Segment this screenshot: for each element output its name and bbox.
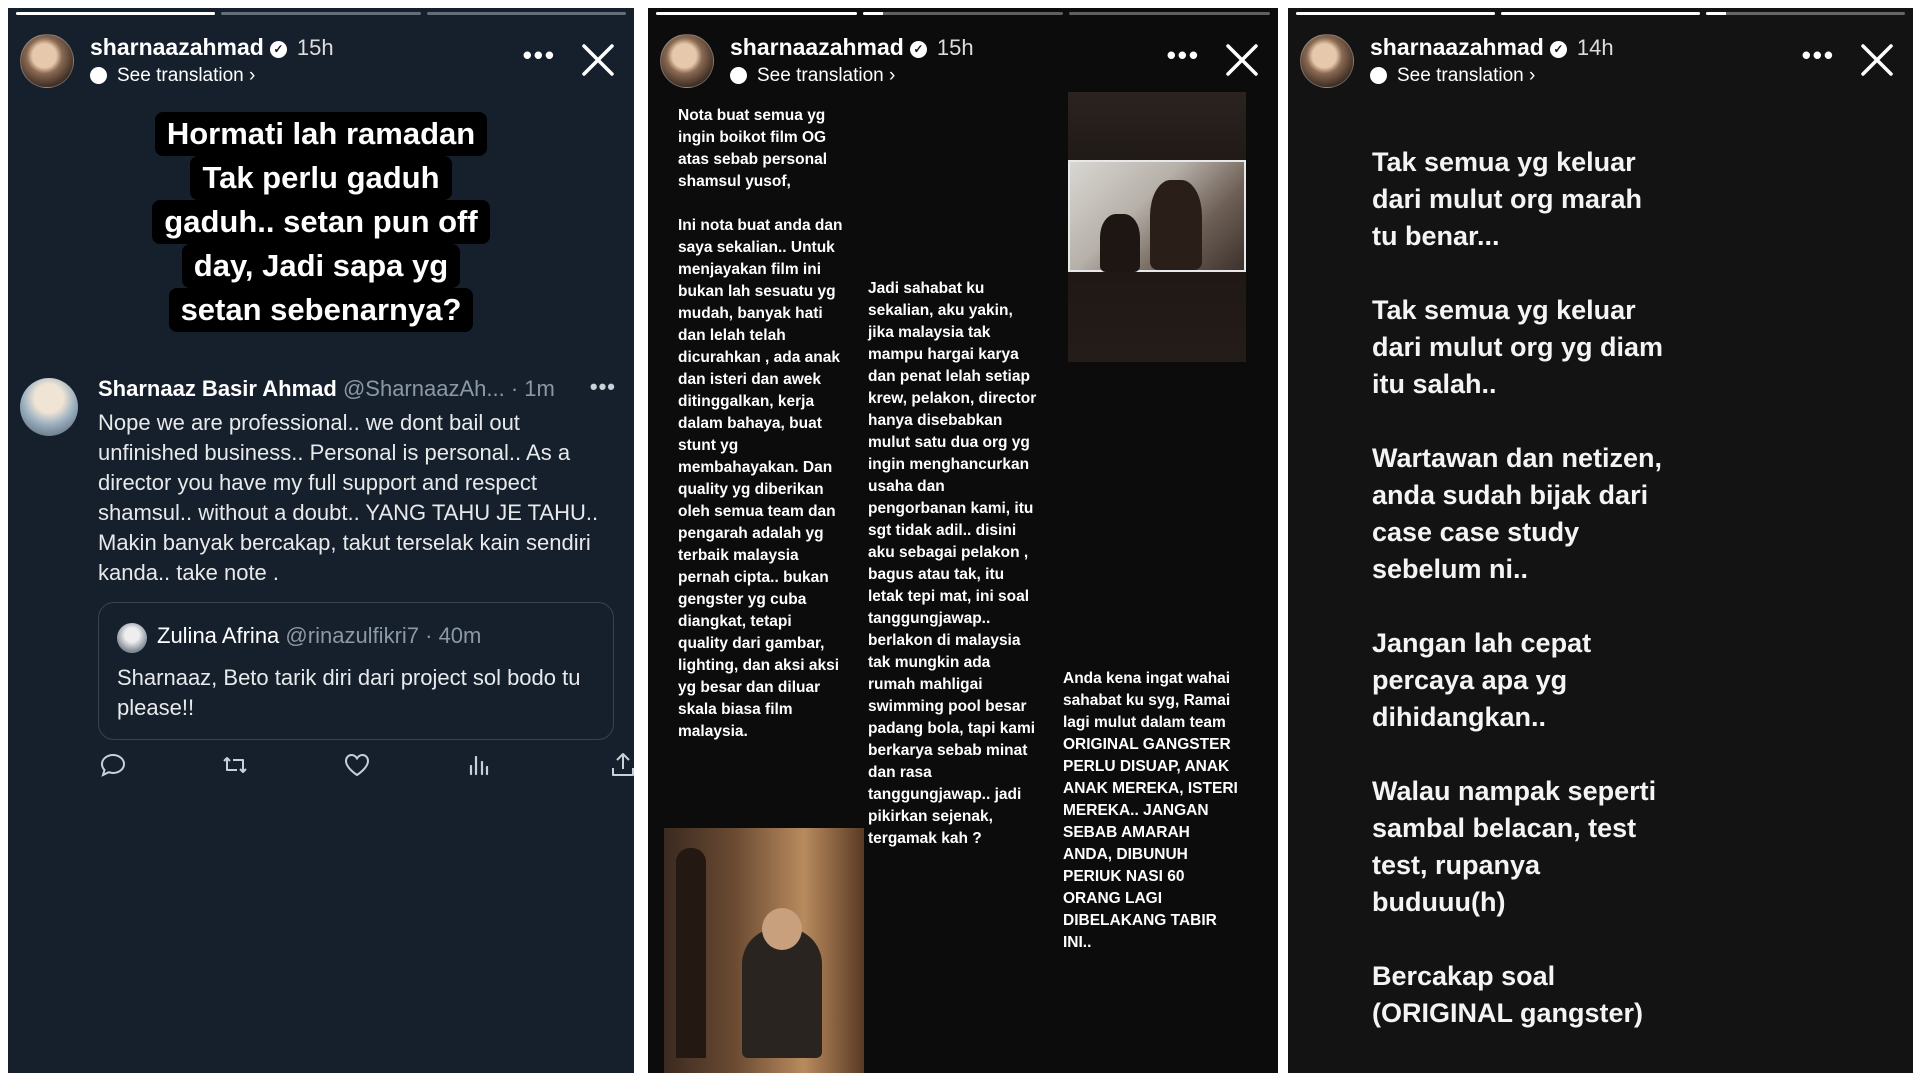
text-line: test, rupanya: [1372, 850, 1541, 880]
text-line: saya sekalian.. Untuk: [678, 239, 835, 256]
see-translation-label: See translation: [1397, 65, 1524, 86]
story-username-row[interactable]: [730, 34, 974, 61]
text-line: sebelum ni..: [1372, 554, 1529, 584]
text-line: itu salah..: [1372, 369, 1497, 399]
quoted-tweet-author-name: Zulina Afrina: [157, 623, 280, 648]
film-still-photo: [664, 828, 864, 1073]
headline-line: gaduh.. setan pun off: [152, 200, 489, 244]
text-line: percaya apa yg: [1372, 665, 1568, 695]
story-paragraph: [1372, 144, 1892, 255]
story-text-column-2: [868, 278, 1052, 850]
story-progress-segment: [16, 12, 215, 15]
text-line: Tak semua yg keluar: [1372, 147, 1636, 177]
more-options-icon[interactable]: •••: [1166, 40, 1200, 70]
text-line: tak mungkin ada: [868, 654, 991, 671]
text-line: mampu hargai karya: [868, 346, 1019, 363]
text-line: lighting, dan aksi aksi: [678, 657, 840, 674]
text-line: case case study: [1372, 517, 1580, 547]
story-username-row[interactable]: [90, 34, 334, 61]
translate-icon: [90, 67, 107, 84]
text-line: dari mulut org marah: [1372, 184, 1643, 214]
like-icon[interactable]: [342, 750, 372, 780]
username[interactable]: sharnaazahmad: [730, 34, 904, 60]
film-set-monitor-photo: [1068, 92, 1246, 362]
story-progress-bars: [656, 12, 1270, 15]
headline-line: Hormati lah ramadan: [155, 112, 487, 156]
text-line: berlakon di malaysia: [868, 632, 1021, 649]
text-line: sambal belacan, test: [1372, 813, 1637, 843]
tweet-body: Nope we are professional.. we dont bail out unfinished business.. Personal is personal.. As a director you have my full support and respect shamsul.. without a doubt.. YANG TAHU JE TAHU.. Makin banyak bercakap, takut terselak kain sendiri kanda.. take note .: [98, 410, 599, 585]
text-line: buduuu(h): [1372, 887, 1506, 917]
quoted-tweet-author-row: [157, 623, 481, 649]
text-line: quality yg diberikan: [678, 481, 824, 498]
verified-badge-icon: ✓: [910, 41, 927, 58]
close-icon[interactable]: [1224, 42, 1260, 78]
text-line: rumah mahligai: [868, 676, 983, 693]
text-line: padang bola, tapi kami: [868, 720, 1036, 737]
text-line: Tak semua yg keluar: [1372, 295, 1636, 325]
more-options-icon[interactable]: •••: [522, 40, 556, 70]
tweet-author-row[interactable]: [98, 376, 555, 402]
more-options-icon[interactable]: •••: [1801, 40, 1835, 70]
post-time: 15h: [936, 35, 974, 60]
text-line: dan lelah telah: [678, 327, 786, 344]
text-line: yg besar dan diluar: [678, 679, 821, 696]
text-line: Nota buat semua yg: [678, 107, 826, 124]
text-line: swimming pool besar: [868, 698, 1027, 715]
text-line: Jadi sahabat ku: [868, 280, 985, 297]
text-line: Ini nota buat anda dan: [678, 217, 843, 234]
avatar[interactable]: [1300, 34, 1354, 88]
story-panel-3[interactable]: [1288, 8, 1913, 1073]
story-paragraph: [1372, 625, 1892, 736]
quoted-tweet-avatar: [117, 623, 147, 653]
story-progress-segment: [1706, 12, 1905, 15]
text-line: anda sudah bijak dari: [1372, 480, 1649, 510]
tweet-more-icon[interactable]: •••: [589, 374, 616, 399]
text-line: bagus atau tak, itu: [868, 566, 1005, 583]
text-line: berkarya sebab minat: [868, 742, 1028, 759]
text-line: (ORIGINAL gangster): [1372, 998, 1644, 1028]
text-line: letak tepi mat, ini soal: [868, 588, 1030, 605]
story-progress-segment: [221, 12, 420, 15]
story-text: [1372, 144, 1892, 1069]
text-line: PERLU DISUAP, ANAK: [1063, 758, 1230, 775]
text-line: sahabat ku syg, Ramai: [1063, 692, 1231, 709]
story-panel-2[interactable]: [648, 8, 1278, 1073]
headline-line: day, Jadi sapa yg: [182, 244, 460, 288]
close-icon[interactable]: [580, 42, 616, 78]
text-line: tergamak kah ?: [868, 830, 982, 847]
reply-icon[interactable]: [98, 750, 128, 780]
text-line: INI..: [1063, 934, 1092, 951]
story-paragraph: [1372, 292, 1892, 403]
verified-badge-icon: ✓: [270, 41, 287, 58]
text-line: Bercakap soal: [1372, 961, 1556, 991]
text-line: sekalian, aku yakin,: [868, 302, 1013, 319]
text-line: krew, pelakon, director: [868, 390, 1037, 407]
see-translation-link[interactable]: See translation ›: [730, 65, 895, 87]
text-line: pengarah adalah yg: [678, 525, 824, 542]
text-line: tanggungjawap.. jadi: [868, 786, 1022, 803]
story-paragraph: [1372, 773, 1892, 921]
username[interactable]: sharnaazahmad: [1370, 34, 1544, 60]
text-line: dalam bahaya, buat: [678, 415, 822, 432]
text-line: shamsul yusof,: [678, 173, 791, 190]
tweet-actions: [98, 750, 620, 790]
translate-icon: [730, 67, 747, 84]
text-line: terbaik malaysia: [678, 547, 799, 564]
text-line: dari mulut org yg diam: [1372, 332, 1664, 362]
share-icon[interactable]: [608, 750, 634, 780]
text-line: dan rasa: [868, 764, 932, 781]
retweet-icon[interactable]: [220, 750, 250, 780]
see-translation-label: See translation: [117, 65, 244, 86]
story-headline: [8, 112, 634, 332]
story-header: [20, 28, 622, 88]
text-line: malaysia.: [678, 723, 748, 740]
story-progress-bars: [16, 12, 626, 15]
text-line: dan isteri dan awek: [678, 371, 821, 388]
story-paragraph: [1372, 958, 1892, 1032]
text-line: lagi mulut dalam team: [1063, 714, 1226, 731]
text-line: usaha dan: [868, 478, 945, 495]
see-translation-link[interactable]: See translation ›: [1370, 65, 1535, 87]
text-line: mudah, banyak hati: [678, 305, 823, 322]
tweet-avatar[interactable]: [20, 378, 78, 436]
post-time: 14h: [1576, 35, 1614, 60]
story-header: [1300, 28, 1901, 88]
text-line: ingin menghancurkan: [868, 456, 1030, 473]
story-text-column-1: [678, 105, 858, 743]
headline-line: setan sebenarnya?: [169, 288, 474, 332]
see-translation-label: See translation: [757, 65, 884, 86]
text-line: dihidangkan..: [1372, 702, 1547, 732]
story-header: [660, 28, 1266, 88]
tweet-author-name[interactable]: Sharnaaz Basir Ahmad: [98, 376, 337, 401]
text-line: jika malaysia tak: [868, 324, 991, 341]
story-username-row[interactable]: [1370, 34, 1614, 61]
text-line: gengster yg cuba: [678, 591, 807, 608]
see-translation-link[interactable]: See translation ›: [90, 65, 255, 87]
username[interactable]: sharnaazahmad: [90, 34, 264, 60]
story-progress-segment: [1296, 12, 1495, 15]
story-panel-1[interactable]: [8, 8, 634, 1073]
text-line: pernah cipta.. bukan: [678, 569, 829, 586]
story-progress-segment: [656, 12, 857, 15]
text-line: mulut satu dua org yg: [868, 434, 1030, 451]
story-progress-bars: [1296, 12, 1905, 15]
text-line: aku sebagai pelakon ,: [868, 544, 1029, 561]
text-line: Jangan lah cepat: [1372, 628, 1592, 658]
text-line: Walau nampak seperti: [1372, 776, 1657, 806]
story-progress-segment: [1501, 12, 1700, 15]
avatar[interactable]: [660, 34, 714, 88]
text-line: hanya disebabkan: [868, 412, 1003, 429]
text-line: ORIGINAL GANGSTER: [1063, 736, 1231, 753]
quoted-tweet-body: Sharnaaz, Beto tarik diri dari project sol bodo tu please!!: [117, 665, 581, 720]
text-line: Anda kena ingat wahai: [1063, 670, 1231, 687]
text-line: MEREKA.. JANGAN: [1063, 802, 1209, 819]
text-line: pikirkan sejenak,: [868, 808, 993, 825]
quoted-tweet-author-meta: @rinazulfikri7 · 40m: [285, 623, 482, 648]
story-text-column-3: [1063, 668, 1253, 954]
text-line: PERIUK NASI 60: [1063, 868, 1185, 885]
text-line: Wartawan dan netizen,: [1372, 443, 1663, 473]
story-progress-segment: [1069, 12, 1270, 15]
text-line: stunt yg: [678, 437, 739, 454]
text-line: dicurahkan , ada anak: [678, 349, 840, 366]
text-line: oleh semua team dan: [678, 503, 836, 520]
verified-badge-icon: ✓: [1550, 41, 1567, 58]
text-line: sgt tidak adil.. disini: [868, 522, 1017, 539]
text-line: bukan lah sesuatu yg: [678, 283, 836, 300]
text-line: quality dari gambar,: [678, 635, 825, 652]
text-line: membahayakan. Dan: [678, 459, 833, 476]
text-line: pengorbanan kami, itu: [868, 500, 1034, 517]
post-time: 15h: [296, 35, 334, 60]
views-icon[interactable]: [464, 750, 494, 780]
text-line: DIBELAKANG TABIR: [1063, 912, 1217, 929]
text-line: ditinggalkan, kerja: [678, 393, 815, 410]
text-line: dan penat lelah setiap: [868, 368, 1030, 385]
quoted-tweet[interactable]: [98, 602, 614, 740]
text-line: menjayakan film ini: [678, 261, 821, 278]
text-line: atas sebab personal: [678, 151, 828, 168]
text-line: diangkat, tetapi: [678, 613, 792, 630]
text-line: tanggungjawap..: [868, 610, 991, 627]
monitor-screen: [1068, 160, 1246, 272]
tweet-author-meta: @SharnaazAh... · 1m: [342, 376, 555, 401]
avatar[interactable]: [20, 34, 74, 88]
text-line: ANDA, DIBUNUH: [1063, 846, 1188, 863]
story-progress-segment: [427, 12, 626, 15]
story-progress-segment: [863, 12, 1064, 15]
text-line: skala biasa film: [678, 701, 793, 718]
text-line: SEBAB AMARAH: [1063, 824, 1190, 841]
close-icon[interactable]: [1859, 42, 1895, 78]
headline-line: Tak perlu gaduh: [190, 156, 451, 200]
text-line: ORANG LAGI: [1063, 890, 1163, 907]
story-paragraph: [1372, 440, 1892, 588]
text-line: ANAK MEREKA, ISTERI: [1063, 780, 1238, 797]
text-line: [678, 193, 858, 215]
text-line: tu benar...: [1372, 221, 1500, 251]
translate-icon: [1370, 67, 1387, 84]
text-line: ingin boikot film OG: [678, 129, 827, 146]
